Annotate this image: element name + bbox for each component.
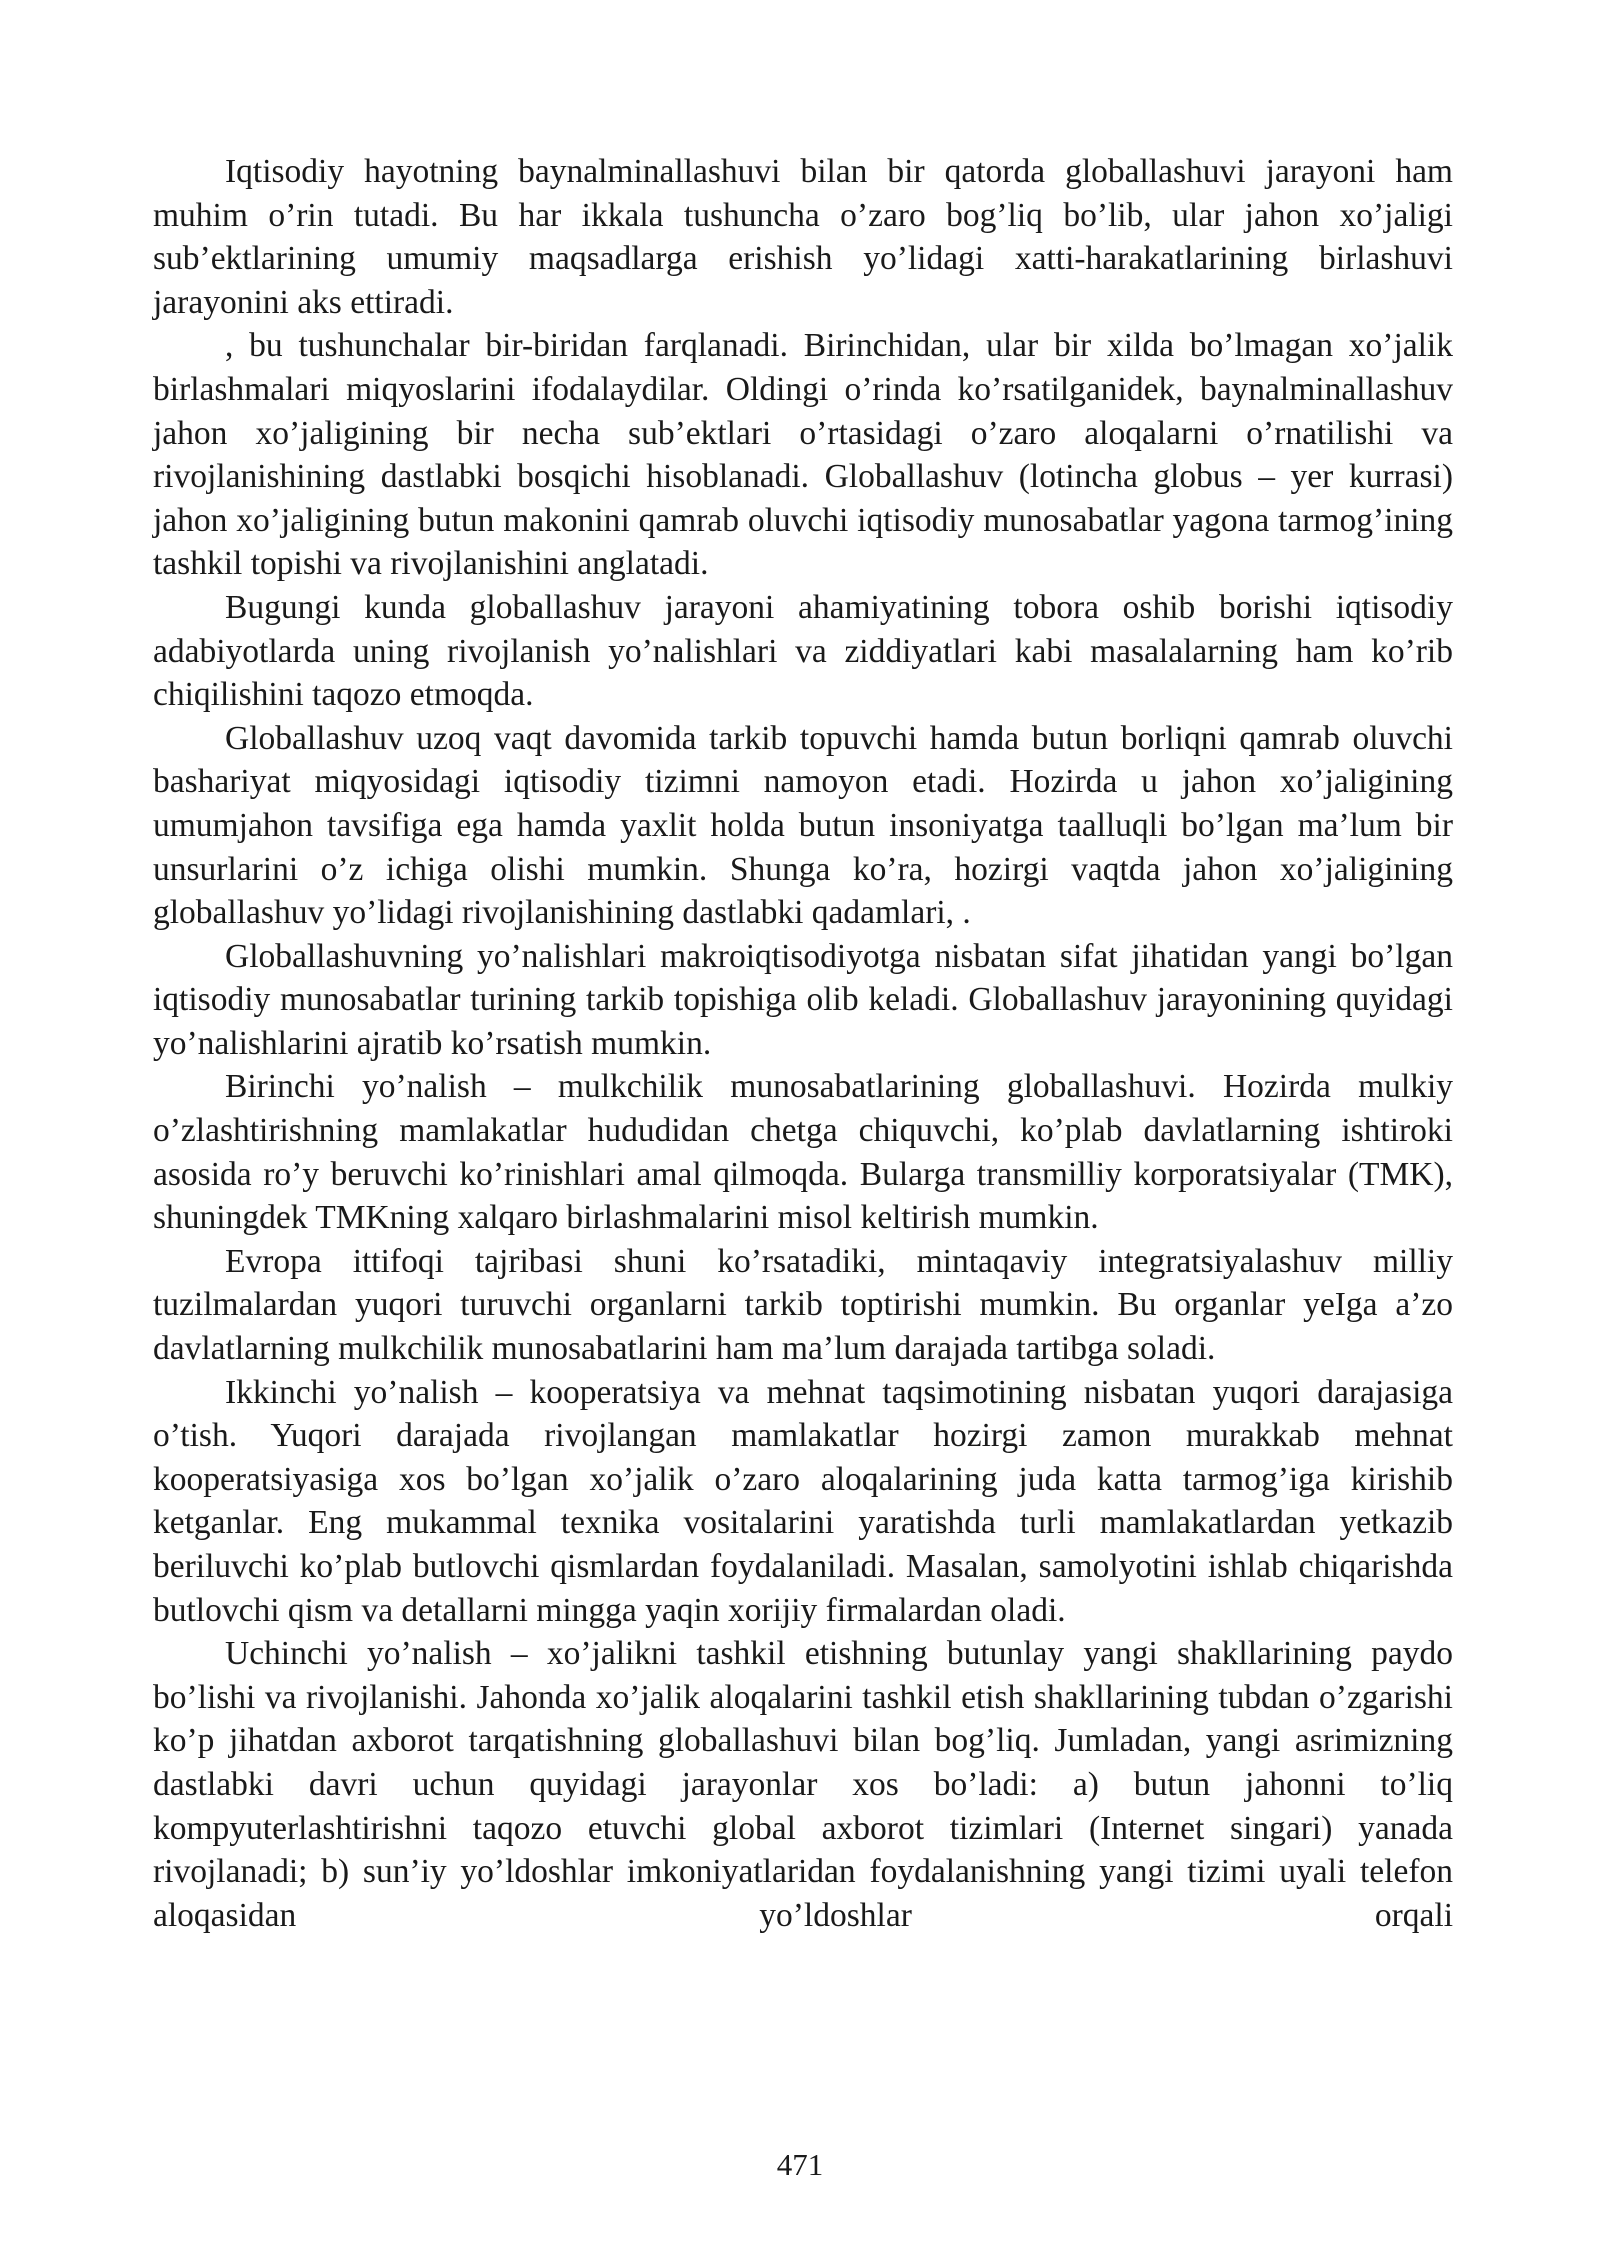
paragraph-9: Uchinchi yo’nalish – xo’jalikni tashkil etishning butunlay yangi shakllarining paydo bo’lishi va rivojlanishi. Jahonda xo’jalik aloqalarini tashkil etish shakllarining tubdan o’zgarishi ko’p jihatdan axborot tarqatishning globallashuvi bilan bog’liq. Jumladan, yangi asrimizning dastlabki davri uchun quyidagi jarayonlar xos bo’ladi: a) butun jahonni to’liq kompyuterlashtirishni taqozo etuvchi global axborot tizimlari (Internet singari) yanada rivojlanadi; b) sun’iy yo’ldoshlar imkoniyatlaridan foydalanishning yangi tizimi uyali telefon aloqasidan yo’ldoshlar orqali xyxy=(153,1635,1453,1934)
paragraph-2: , bu tushunchalar bir-biridan farqlanadi. Birinchidan, ular bir xilda bo’lmagan xo’jalik birlashmalari miqyoslarini ifodalaydilar. Oldingi o’rinda ko’rsatilganidek, baynalminallashuv jahon xo’jaligining bir necha sub’ektlari o’rtasidagi o’zaro aloqalarni o’rnatilishi va rivojlanishining dastlabki bosqichi hisoblanadi. Globallashuv (lotincha globus – yer kurrasi) jahon xo’jaligining butun makonini qamrab oluvchi iqtisodiy munosabatlar yagona tarmog’ining tashkil topishi va rivojlanishini anglatadi. xyxy=(153,327,1453,583)
paragraph-1: Iqtisodiy hayotning baynalminallashuvi bilan bir qatorda globallashuvi jarayoni ham muhim o’rin tutadi. Bu har ikkala tushuncha o’zaro bog’liq bo’lib, ular jahon xo’jaligi sub’ektlarining umumiy maqsadlarga erishish yo’lidagi xatti-harakatlarining birlashuvi jarayonini aks ettiradi. xyxy=(153,153,1453,321)
paragraph-4: Globallashuv uzoq vaqt davomida tarkib topuvchi hamda butun borliqni qamrab oluvchi bashariyat miqyosidagi iqtisodiy tizimni namoyon etadi. Hozirda u jahon xo’jaligining umumjahon tavsifiga ega hamda yaxlit holda butun insoniyatga taalluqli bo’lgan ma’lum bir unsurlarini o’z ichiga olishi mumkin. Shunga ko’ra, hozirgi vaqtda jahon xo’jaligining globallashuv yo’lidagi rivojlanishining dastlabki qadamlari, . xyxy=(153,719,1453,932)
page-number: 471 xyxy=(776,2147,824,2182)
page-body xyxy=(153,150,1453,1937)
paragraph-6: Birinchi yo’nalish – mulkchilik munosabatlarining globallashuvi. Hozirda mulkiy o’zlashtirishning mamlakatlar hududidan chetga chiquvchi, ko’plab davlatlarning ishtiroki asosida ro’y beruvchi ko’rinishlari amal qilmoqda. Bularga transmilliy korporatsiyalar (TMK), shuningdek TMKning xalqaro birlashmalarini misol keltirish mumkin. xyxy=(153,1068,1453,1237)
paragraph-3: Bugungi kunda globallashuv jarayoni ahamiyatining tobora oshib borishi iqtisodiy adabiyotlarda uning rivojlanish yo’nalishlari va ziddiyatlari kabi masalalarning ham ko’rib chiqilishini taqozo etmoqda. xyxy=(153,588,1453,714)
paragraph-7: Evropa ittifoqi tajribasi shuni ko’rsatadiki, mintaqaviy integratsiyalashuv milliy tuzilmalardan yuqori turuvchi organlarni tarkib toptirishi mumkin. Bu organlar yeIga a’zo davlatlarning mulkchilik munosabatlarini ham ma’lum darajada tartibga soladi. xyxy=(153,1242,1453,1368)
paragraph-5: Globallashuvning yo’nalishlari makroiqtisodiyotga nisbatan sifat jihatidan yangi bo’lgan iqtisodiy munosabatlar turining tarkib topishiga olib keladi. Globallashuv jarayonining quyidagi yo’nalishlarini ajratib ko’rsatish mumkin. xyxy=(153,937,1453,1062)
paragraph-8: Ikkinchi yo’nalish – kooperatsiya va mehnat taqsimotining nisbatan yuqori darajasiga o’tish. Yuqori darajada rivojlangan mamlakatlar hozirgi zamon murakkab mehnat kooperatsiyasiga xos bo’lgan xo’jalik o’zaro aloqalarining juda katta tarmog’iga kirishib ketganlar. Eng mukammal texnika vositalarini yaratishda turli mamlakatlardan yetkazib beriluvchi ko’plab butlovchi qismlardan foydalaniladi. Masalan, samolyotini ishlab chiqarishda butlovchi qism va detallarni mingga yaqin xorijiy firmalardan oladi. xyxy=(153,1373,1453,1629)
